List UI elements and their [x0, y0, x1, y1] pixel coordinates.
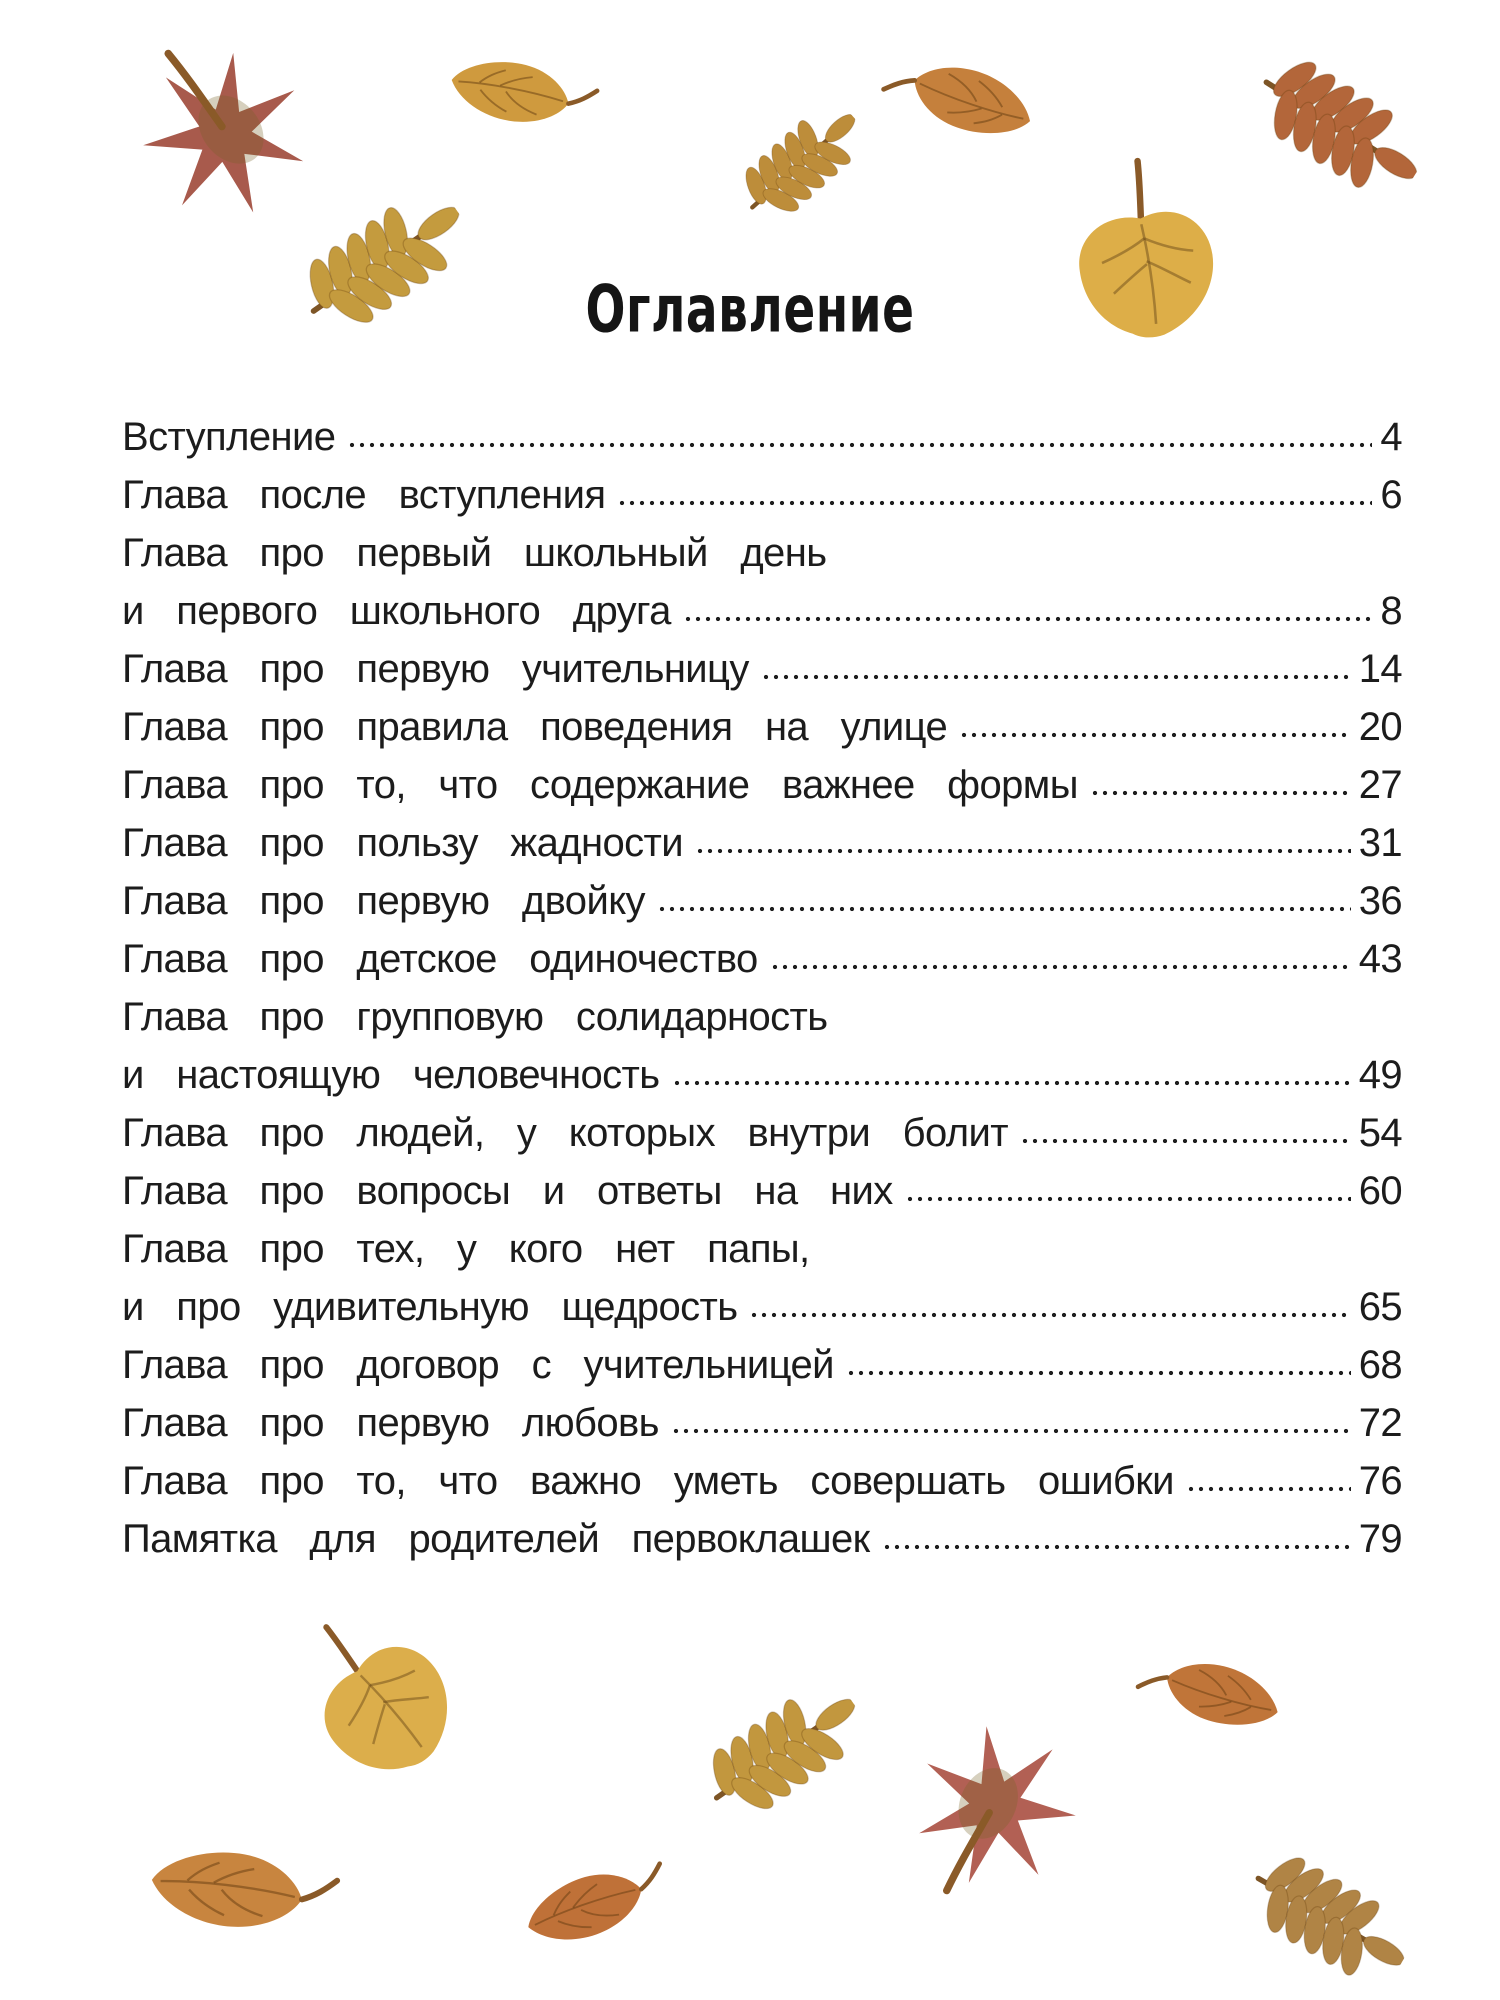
birch-leaf-icon	[401, 0, 620, 202]
dot-leader	[905, 1162, 1351, 1220]
dot-leader	[770, 930, 1351, 988]
toc-page-number: 36	[1358, 879, 1402, 923]
toc-row	[122, 1104, 1402, 1162]
toc-page-number: 6	[1380, 473, 1402, 517]
toc-entry-title: Глава про тех, у кого нет папы,	[122, 1227, 810, 1271]
toc-entry-title: Глава про договор с учительницей	[122, 1343, 834, 1387]
toc-row	[122, 466, 1402, 524]
dot-leader	[840, 988, 1395, 1046]
rowan-branch-icon	[643, 1625, 908, 1890]
curved-leaf-icon	[469, 1792, 702, 2000]
toc-row	[122, 1336, 1402, 1394]
dot-leader	[882, 1510, 1351, 1568]
dot-leader	[1090, 756, 1351, 814]
toc-page-number: 76	[1358, 1459, 1402, 1503]
toc-entry-title: и про удивительную щедрость	[122, 1285, 738, 1329]
toc-page-number: 43	[1358, 937, 1402, 981]
toc-page-number: 60	[1358, 1169, 1402, 1213]
maple-leaf-icon	[829, 1640, 1161, 1972]
toc-row	[122, 1452, 1402, 1510]
toc-row	[122, 698, 1402, 756]
toc-list	[122, 408, 1402, 1568]
rowan-branch-icon	[686, 59, 905, 278]
toc-row	[122, 1510, 1402, 1568]
toc-entry-title: Глава про правила поведения на улице	[122, 705, 948, 749]
toc-entry-title: Глава про первую двойку	[122, 879, 645, 923]
dot-leader	[838, 524, 1394, 582]
toc-row	[122, 1278, 1402, 1336]
toc-row	[122, 1220, 1402, 1278]
toc-entry-title: Глава про то, что содержание важнее формы	[122, 763, 1078, 807]
toc-entry-title: Глава про то, что важно уметь совершать ошибки	[122, 1459, 1174, 1503]
toc-entry-title: Глава про людей, у которых внутри болит	[122, 1111, 1008, 1155]
toc-row	[122, 814, 1402, 872]
dot-leader	[959, 698, 1351, 756]
toc-entry-title: Глава про групповую солидарность	[122, 995, 828, 1039]
toc-page-number: 8	[1380, 589, 1402, 633]
toc-row	[122, 756, 1402, 814]
rowan-branch-icon	[1190, 1784, 1450, 2000]
toc-row	[122, 872, 1402, 930]
toc-entry-title: Глава после вступления	[122, 473, 606, 517]
elongated-leaf-icon	[1109, 1581, 1336, 1808]
toc-row	[122, 988, 1402, 1046]
toc-page-number: 14	[1358, 647, 1402, 691]
dot-leader	[846, 1336, 1351, 1394]
dot-leader	[657, 872, 1351, 930]
dot-leader	[617, 466, 1372, 524]
toc-page-number: 27	[1358, 763, 1402, 807]
toc-page-number: 20	[1358, 705, 1402, 749]
toc-entry-title: Глава про первую учительницу	[122, 647, 749, 691]
toc-entry-title: и настоящую человечность	[122, 1053, 660, 1097]
toc-entry-title: Глава про пользу жадности	[122, 821, 683, 865]
toc-entry-title: Глава про детское одиночество	[122, 937, 758, 981]
dot-leader	[1020, 1104, 1351, 1162]
dot-leader	[822, 1220, 1394, 1278]
toc-entry-title: Вступление	[122, 415, 336, 459]
toc-page-number: 4	[1380, 415, 1402, 459]
toc-row	[122, 1394, 1402, 1452]
dot-leader	[749, 1278, 1350, 1336]
toc-entry-title: Глава про вопросы и ответы на них	[122, 1169, 893, 1213]
dot-leader	[761, 640, 1351, 698]
toc-page-number: 54	[1358, 1111, 1402, 1155]
dot-leader	[672, 1046, 1351, 1104]
toc-entry-title: Памятка для родителей первоклашек	[122, 1517, 870, 1561]
toc-row	[122, 930, 1402, 988]
toc-page-number: 31	[1358, 821, 1402, 865]
toc-row	[122, 1162, 1402, 1220]
toc-row	[122, 408, 1402, 466]
dot-leader	[347, 408, 1372, 466]
toc-page-number: 49	[1358, 1053, 1402, 1097]
toc-page-number: 68	[1358, 1343, 1402, 1387]
toc-row	[122, 524, 1402, 582]
toc-row	[122, 1046, 1402, 1104]
toc-entry-title: и первого школьного друга	[122, 589, 671, 633]
toc-page-number: 79	[1358, 1517, 1402, 1561]
toc-page-number: 72	[1358, 1401, 1402, 1445]
dot-leader	[671, 1394, 1351, 1452]
page-title: Оглавление	[585, 272, 915, 348]
birch-leaf-icon	[95, 1758, 360, 2000]
toc-page-number: 65	[1358, 1285, 1402, 1329]
toc-row	[122, 582, 1402, 640]
toc-entry-title: Глава про первую любовь	[122, 1401, 659, 1445]
dot-leader	[695, 814, 1351, 872]
dot-leader	[1186, 1452, 1351, 1510]
dot-leader	[683, 582, 1373, 640]
toc-row	[122, 640, 1402, 698]
toc-entry-title: Глава про первый школьный день	[122, 531, 827, 575]
